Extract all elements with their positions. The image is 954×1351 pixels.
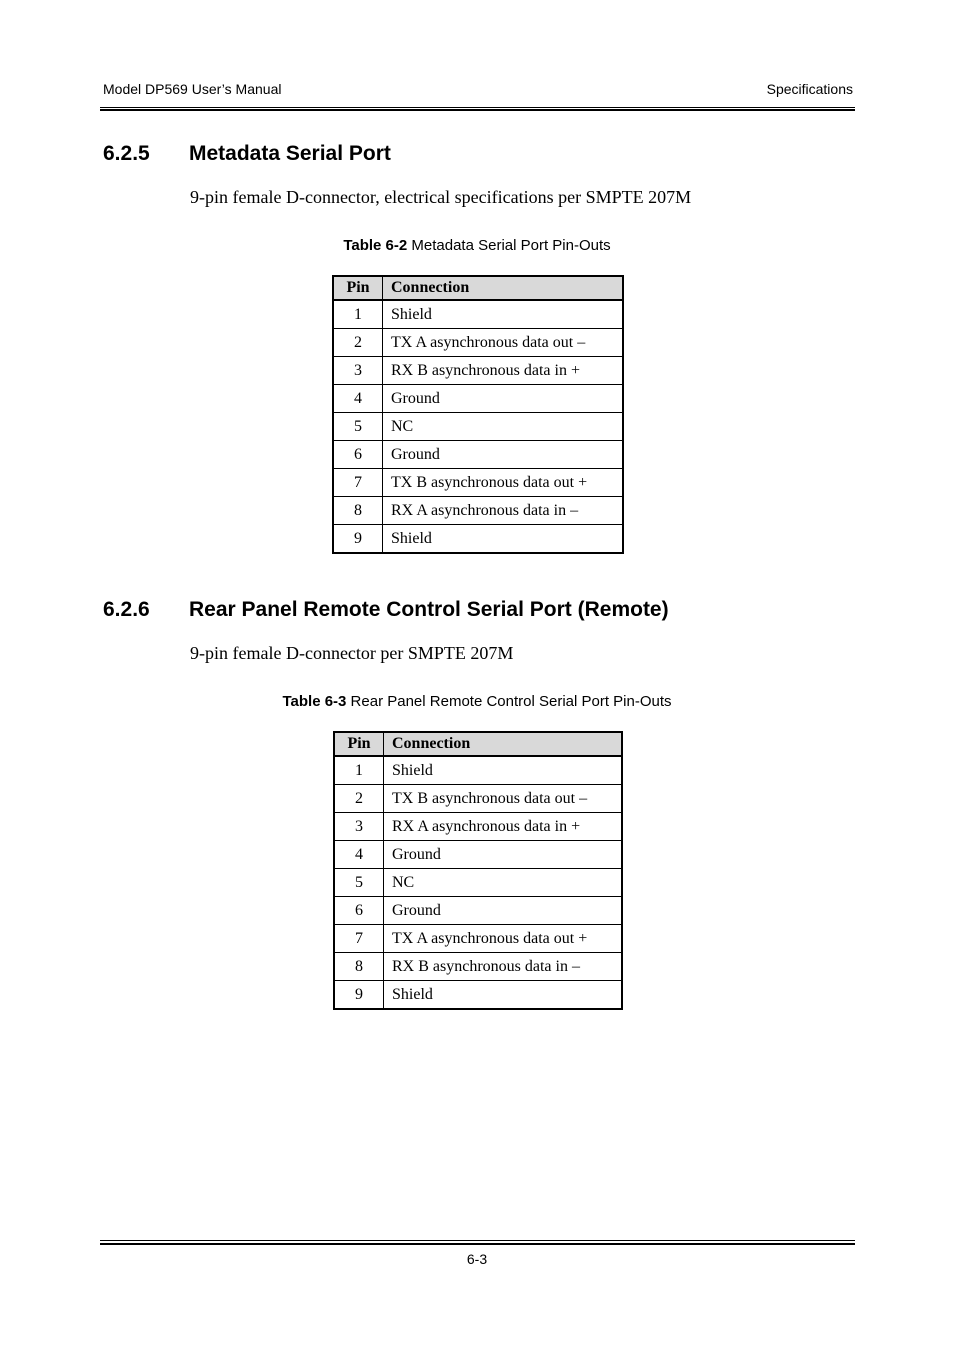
column-header-connection: Connection [383, 276, 624, 300]
connection-cell: TX B asynchronous data out – [384, 785, 623, 813]
pin-cell: 4 [334, 841, 384, 869]
pin-cell: 5 [334, 869, 384, 897]
table-row [333, 329, 623, 357]
connection-cell: NC [384, 869, 623, 897]
connection-cell: Shield [383, 525, 624, 554]
connection-cell: RX A asynchronous data in + [384, 813, 623, 841]
table-caption [0, 693, 954, 710]
pin-cell: 6 [333, 441, 383, 469]
pin-cell: 5 [333, 413, 383, 441]
section-heading-metadata-serial-port [103, 142, 391, 166]
pin-cell: 9 [333, 525, 383, 554]
pin-cell: 2 [333, 329, 383, 357]
pinout-table-remote [333, 731, 623, 1010]
pin-cell: 7 [334, 925, 384, 953]
running-header-section: Specifications [766, 81, 853, 97]
table-header-row [334, 732, 622, 756]
connection-cell: Ground [383, 385, 624, 413]
section-body-text: 9-pin female D-connector per SMPTE 207M [190, 643, 514, 663]
connection-cell: TX A asynchronous data out – [383, 329, 624, 357]
table-caption-label: Table 6-2 [343, 237, 408, 254]
table-row [334, 953, 622, 981]
table-row [334, 813, 622, 841]
table-row [333, 385, 623, 413]
pin-cell: 9 [334, 981, 384, 1010]
pin-cell: 8 [333, 497, 383, 525]
connection-cell: RX B asynchronous data in – [384, 953, 623, 981]
pin-cell: 4 [333, 385, 383, 413]
connection-cell: NC [383, 413, 624, 441]
table-row [334, 841, 622, 869]
connection-cell: Shield [384, 981, 623, 1010]
running-header-title: Model DP569 User’s Manual [103, 81, 282, 97]
section-title: Rear Panel Remote Control Serial Port (Remote) [189, 598, 669, 621]
column-header-connection: Connection [384, 732, 623, 756]
table-header-row [333, 276, 623, 300]
connection-cell: Ground [384, 841, 623, 869]
pin-cell: 3 [334, 813, 384, 841]
connection-cell: RX B asynchronous data in + [383, 357, 624, 385]
footer-rule-thin [100, 1240, 855, 1241]
table-row [334, 756, 622, 785]
section-number: 6.2.5 [103, 142, 150, 165]
page-number: 6-3 [466, 1251, 488, 1267]
column-header-pin: Pin [333, 276, 383, 300]
section-body-text: 9-pin female D-connector, electrical specifications per SMPTE 207M [190, 187, 692, 207]
table-row [334, 897, 622, 925]
pin-cell: 8 [334, 953, 384, 981]
connection-cell: RX A asynchronous data in – [383, 497, 624, 525]
table-row [333, 300, 623, 329]
pinout-table-metadata [332, 275, 624, 554]
table-caption-text: Rear Panel Remote Control Serial Port Pin-Outs [346, 693, 672, 710]
table-caption [0, 237, 954, 254]
table-row [334, 785, 622, 813]
pin-cell: 1 [333, 300, 383, 329]
table-caption-text: Metadata Serial Port Pin-Outs [407, 237, 611, 254]
pin-cell: 7 [333, 469, 383, 497]
table-row [333, 357, 623, 385]
header-rule-thick [100, 109, 855, 111]
section-heading-remote-serial-port [103, 598, 669, 622]
pin-cell: 1 [334, 756, 384, 785]
footer-rule-thick [100, 1243, 855, 1245]
section-number: 6.2.6 [103, 598, 150, 621]
section-title: Metadata Serial Port [189, 142, 391, 165]
table-row [333, 441, 623, 469]
table-row [333, 413, 623, 441]
connection-cell: Ground [384, 897, 623, 925]
connection-cell: Ground [383, 441, 624, 469]
connection-cell: TX A asynchronous data out + [384, 925, 623, 953]
connection-cell: Shield [384, 756, 623, 785]
connection-cell: Shield [383, 300, 624, 329]
pin-cell: 3 [333, 357, 383, 385]
table-row [333, 497, 623, 525]
connection-cell: TX B asynchronous data out + [383, 469, 624, 497]
table-row [333, 469, 623, 497]
pin-cell: 6 [334, 897, 384, 925]
table-caption-label: Table 6-3 [282, 693, 347, 710]
pin-cell: 2 [334, 785, 384, 813]
column-header-pin: Pin [334, 732, 384, 756]
header-rule-thin [100, 107, 855, 108]
table-row [333, 525, 623, 554]
table-row [334, 925, 622, 953]
table-row [334, 869, 622, 897]
table-row [334, 981, 622, 1010]
